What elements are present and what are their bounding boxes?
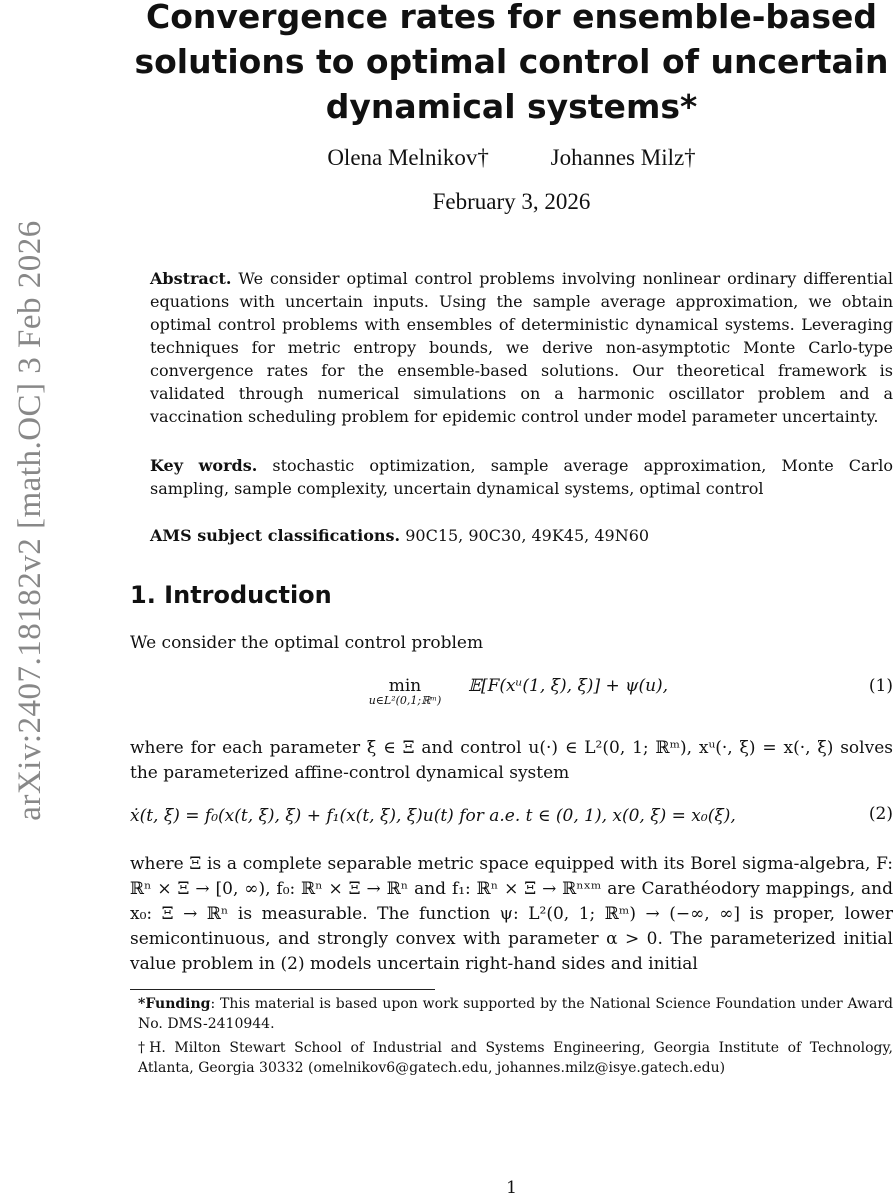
- author-list: [130, 145, 893, 171]
- abstract-label: Abstract.: [150, 269, 232, 288]
- author-2: Johannes Milz†: [550, 145, 696, 170]
- abstract-text: We consider optimal control problems involving nonlinear ordinary differential equations with uncertain inputs. Using the sample average approximation, we obtain optimal control problems with ensembles of deterministic dynamical systems. Leveraging techniques for metric entropy bounds, we derive non-asymptotic Monte Carlo-type convergence rates for the ensemble-based solutions. Our theoretical framework is validated through numerical simulations on a harmonic oscillator problem and a vaccination scheduling problem for epidemic control under model parameter uncertainty.: [150, 269, 893, 426]
- eq1-min-operator: [350, 676, 460, 707]
- footnote-divider: [130, 989, 435, 990]
- intro-paragraph-1: We consider the optimal control problem: [130, 633, 484, 653]
- intro-paragraph-3: where Ξ is a complete separable metric space equipped with its Borel sigma-algebra, F: ℝⁿ × Ξ → [0, ∞), f₀: ℝⁿ × Ξ → ℝⁿ and f₁: ℝⁿ × Ξ → ℝⁿˣᵐ are Carathéodory mappings, and x₀: Ξ → ℝⁿ is measurable. The function ψ: L²(0, 1; ℝᵐ) → (−∞, ∞] is proper, lower semicontinuous, and strongly convex with parameter α > 0. The parameterized initial value problem in (2) models uncertain right-hand sides and initial: [130, 854, 893, 974]
- equation-2: [130, 798, 893, 842]
- author-1: Olena Melnikov†: [327, 145, 489, 170]
- footnote-funding: [130, 994, 893, 1034]
- arxiv-sidebar-stamp: [0, 160, 60, 880]
- eq2-expression: ẋ(t, ξ) = f₀(x(t, ξ), ξ) + f₁(x(t, ξ), ξ)u(t) for a.e. t ∈ (0, 1), x(0, ξ) = x₀(ξ),: [130, 806, 736, 826]
- keywords-text: stochastic optimization, sample average approximation, Monte Carlo sampling, sample complexity, uncertain dynamical systems, optimal control: [150, 456, 893, 498]
- eq1-number: (1): [868, 676, 893, 696]
- keywords: [130, 454, 893, 500]
- equation-1: [130, 670, 893, 728]
- page-number: 1: [506, 1178, 517, 1198]
- arxiv-id: arXiv:2407.18182v2 [math.OC] 3 Feb 2026: [11, 219, 48, 821]
- intro-paragraph-2: where for each parameter ξ ∈ Ξ and control u(·) ∈ L²(0, 1; ℝᵐ), xᵘ(·, ξ) = x(·, ξ) solves the parameterized affine-control dynamical system: [130, 738, 893, 783]
- paper-title: Convergence rates for ensemble-based solutions to optimal control of uncertain dynamical systems*: [134, 0, 889, 126]
- eq2-number: (2): [868, 804, 893, 824]
- paper-page: [130, 0, 893, 1198]
- ams-label: AMS subject classifications.: [150, 526, 401, 545]
- keywords-label: Key words.: [150, 456, 258, 475]
- funding-label: *Funding: [138, 996, 211, 1012]
- footnote-affiliation: †H. Milton Stewart School of Industrial and Systems Engineering, Georgia Institute of Technology, Atlanta, Georgia 30332 (omelnikov6@gatech.edu, johannes.milz@isye.gatech.edu): [138, 1040, 893, 1076]
- eq1-min: min: [388, 676, 422, 696]
- abstract: [130, 267, 893, 428]
- paper-date: February 3, 2026: [432, 189, 591, 214]
- section-heading: 1. Introduction: [130, 581, 332, 609]
- ams-text: 90C15, 90C30, 49K45, 49N60: [405, 526, 650, 545]
- eq1-expression: 𝔼[F(xᵘ(1, ξ), ξ)] + ψ(u),: [468, 676, 669, 696]
- eq1-min-subscript: u∈L²(0,1;ℝᵐ): [368, 694, 442, 707]
- funding-text: : This material is based upon work supported by the National Science Foundation under Award No. DMS-2410944.: [138, 996, 893, 1032]
- ams-classifications: [130, 524, 893, 547]
